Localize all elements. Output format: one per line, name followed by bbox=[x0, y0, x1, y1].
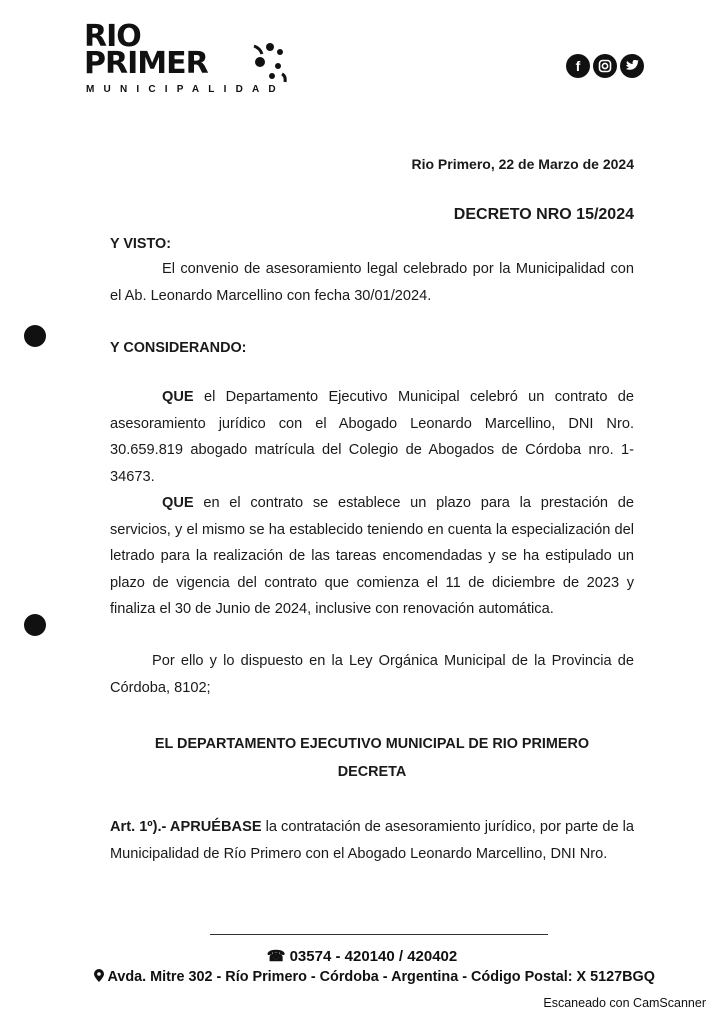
que2-paragraph bbox=[110, 490, 634, 623]
document-date: Rio Primero, 22 de Marzo de 2024 bbox=[411, 156, 634, 172]
dem-heading: EL DEPARTAMENTO EJECUTIVO MUNICIPAL DE RIO PRIMERO bbox=[154, 736, 590, 752]
article1-lead: Art. 1º).- APRUÉBASE bbox=[110, 819, 262, 835]
footer-divider bbox=[210, 934, 548, 935]
visto-heading: Y VISTO: bbox=[110, 236, 172, 252]
que1-paragraph bbox=[110, 384, 634, 490]
que1-lead: QUE bbox=[162, 389, 194, 405]
que2-text: en el contrato se establece un plazo para la prestación de servicios, y el mismo se ha establecido teniendo en cuenta la especialización del letrado para la realización de las tareas encomendadas y se ha estipulado un plazo de vigencia del contrato que comienza el 11 de diciembre de 2023 y finaliza el 30 de Junio de 2024, inclusive con renovación automática. bbox=[110, 495, 634, 617]
footer-address bbox=[94, 969, 655, 985]
logo-figure-icon bbox=[248, 40, 288, 84]
logo-subtitle: MUNICIPALIDAD bbox=[86, 84, 285, 95]
article1-paragraph bbox=[110, 814, 634, 867]
phone-text: 03574 - 420140 / 420402 bbox=[289, 948, 458, 965]
visto-paragraph: El convenio de asesoramiento legal celebrado por la Municipalidad con el Ab. Leonardo Marcellino con fecha 30/01/2024. bbox=[110, 261, 634, 304]
camscanner-watermark: Escaneado con CamScanner bbox=[543, 996, 706, 1010]
footer-phone bbox=[0, 947, 724, 965]
punch-hole bbox=[24, 614, 46, 636]
logo-line1: RIO bbox=[84, 19, 141, 54]
decreta-heading: DECRETA bbox=[337, 764, 407, 780]
instagram-icon[interactable] bbox=[593, 54, 617, 78]
twitter-icon[interactable] bbox=[620, 54, 644, 78]
que1-text: el Departamento Ejecutivo Municipal celebró un contrato de asesoramiento jurídico con el Abogado Leonardo Marcellino, DNI Nro. 30.659.819 abogado matrícula del Colegio de Abogados de Córdoba nro. 1-34673. bbox=[110, 389, 634, 485]
location-pin-icon bbox=[94, 969, 104, 982]
facebook-icon[interactable]: f bbox=[566, 54, 590, 78]
decree-number: DECRETO NRO 15/2024 bbox=[453, 206, 634, 223]
municipality-logo bbox=[84, 19, 294, 102]
address-text: Avda. Mitre 302 - Río Primero - Córdoba - Argentina - Código Postal: X 5127BGQ bbox=[107, 969, 655, 985]
considerando-heading: Y CONSIDERANDO: bbox=[110, 340, 247, 356]
que2-lead: QUE bbox=[162, 495, 194, 511]
logo-line2: PRIMER bbox=[84, 46, 208, 81]
social-links bbox=[566, 54, 644, 78]
punch-hole bbox=[24, 325, 46, 347]
por-ello-paragraph: Por ello y lo dispuesto en la Ley Orgánica Municipal de la Provincia de Córdoba, 8102; bbox=[110, 653, 634, 696]
article1-text: la contratación de asesoramiento jurídico, por parte de la Municipalidad de Río Primero con el Abogado Leonardo Marcellino, DNI Nro. bbox=[110, 819, 634, 862]
phone-icon: ☎ bbox=[266, 948, 286, 965]
